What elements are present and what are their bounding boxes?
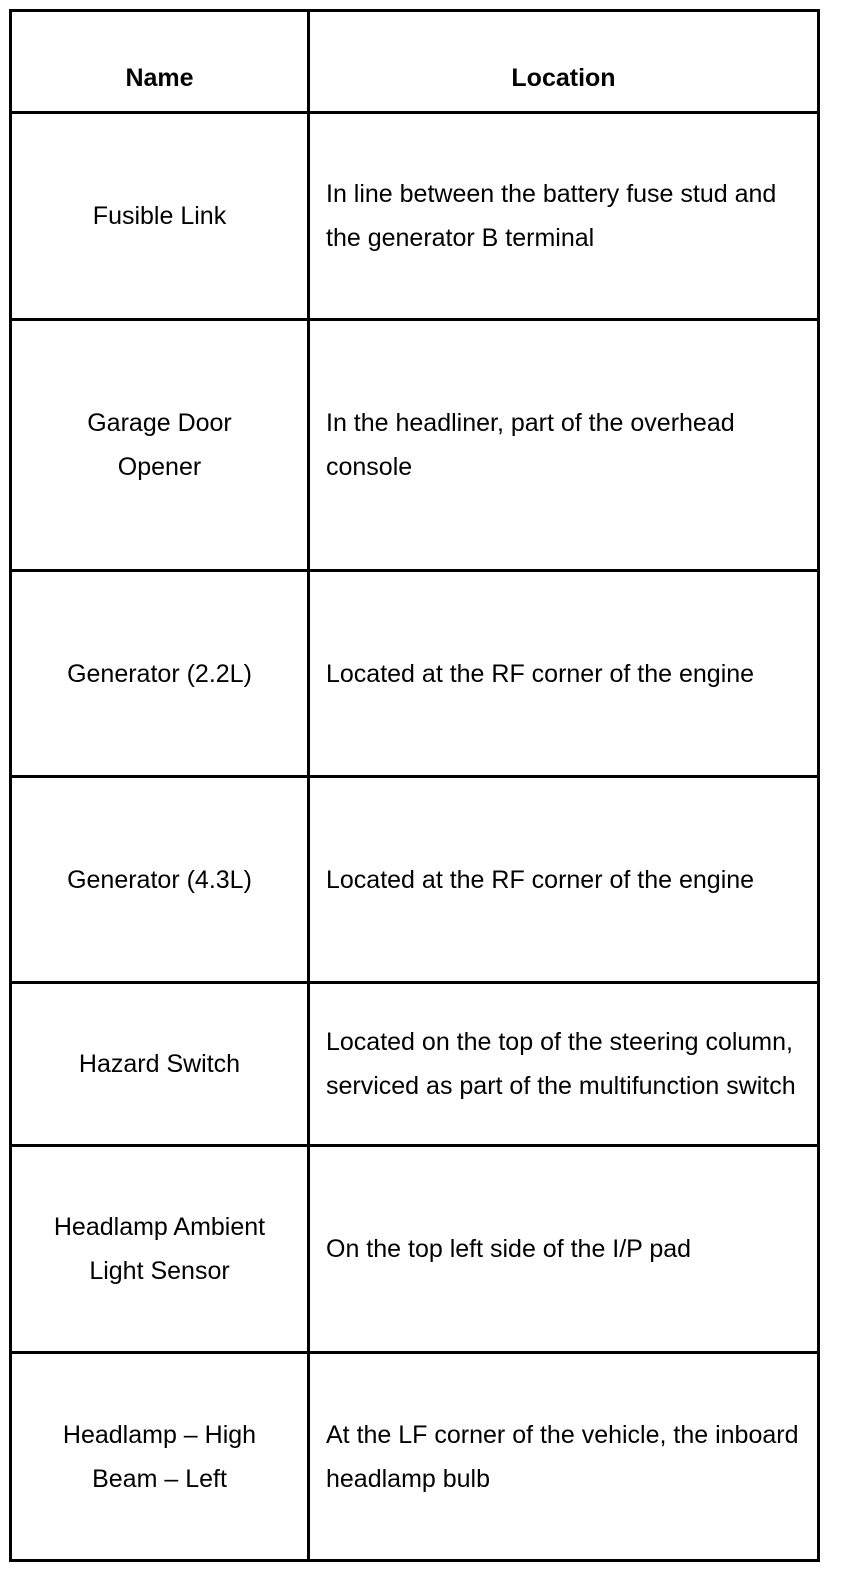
- row-name-text: Headlamp Ambient Light Sensor: [53, 1213, 266, 1285]
- table-row-location: [310, 321, 817, 569]
- row-name-text: Generator (2.2L): [67, 659, 252, 688]
- header-name: Name: [125, 63, 194, 92]
- row-location-text: On the top left side of the I/P pad: [326, 1235, 692, 1263]
- row-name-text: Garage Door Opener: [87, 409, 232, 481]
- table-row-location: [310, 778, 817, 981]
- row-name-text: Headlamp – High Beam – Left: [62, 1420, 257, 1493]
- row-name-text: Fusible Link: [92, 202, 227, 230]
- row-location-text: In the headliner, part of the overhead console: [326, 409, 735, 481]
- table-row-name: [12, 321, 307, 569]
- table-row-location: [310, 1147, 817, 1351]
- row-location-text: In line between the battery fuse stud and the generator B terminal: [326, 180, 777, 252]
- table-row-location: [310, 984, 817, 1144]
- row-location-text: Located at the RF corner of the engine: [326, 659, 755, 688]
- row-name-text: Hazard Switch: [78, 1050, 241, 1078]
- row-location-text: At the LF corner of the vehicle, the inboard headlamp bulb: [326, 1420, 799, 1493]
- table-row-name: [12, 778, 307, 981]
- table-row-location: [310, 572, 817, 775]
- row-name-text: Generator (4.3L): [67, 865, 252, 894]
- table-row-name: [12, 1354, 307, 1559]
- table-row-location: [310, 1354, 817, 1559]
- row-location-text: Located on the top of the steering column, serviced as part of the multifunction switch: [326, 1028, 796, 1100]
- table-row-name: [12, 1147, 307, 1351]
- table-row-name: [12, 984, 307, 1144]
- table-row-location: [310, 114, 817, 318]
- table-row-name: [12, 572, 307, 775]
- table-row-name: [12, 114, 307, 318]
- component-location-table: [9, 9, 820, 1562]
- header-location: Location: [511, 63, 616, 92]
- row-location-text: Located at the RF corner of the engine: [326, 865, 755, 894]
